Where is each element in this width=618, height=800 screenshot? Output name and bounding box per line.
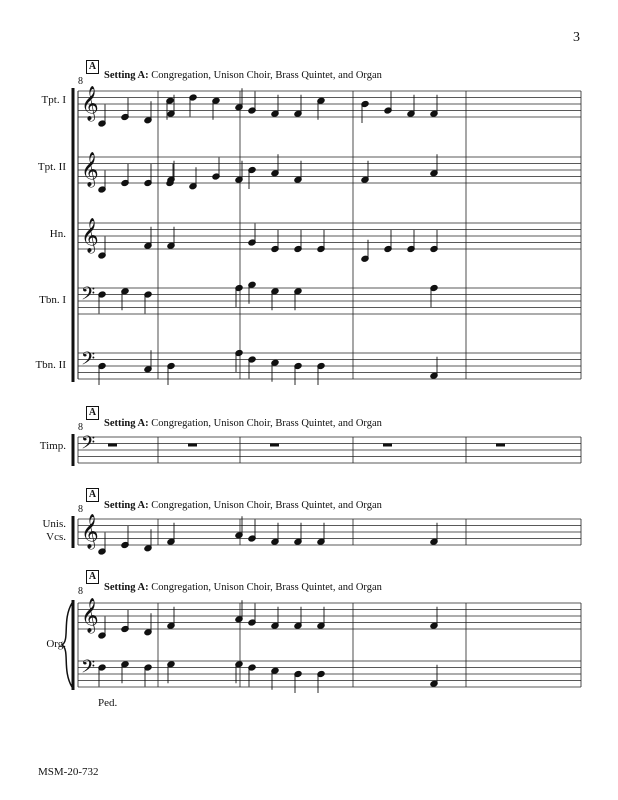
whole-rest-icon	[270, 444, 279, 447]
setting-title-bold: Setting A:	[104, 500, 149, 511]
setting-title-rest: Congregation, Unison Choir, Brass Quintet, and Organ	[148, 418, 382, 429]
label-horn: Hn.	[49, 228, 66, 240]
setting-title-bold: Setting A:	[104, 418, 149, 429]
footer-catalog-code: MSM-20-732	[38, 766, 99, 778]
treble-clef-icon: 𝄞	[81, 514, 99, 549]
rehearsal-mark-organ: A	[86, 570, 99, 584]
label-trombone-1: Tbn. I	[39, 294, 66, 306]
measure-number-organ: 8	[78, 586, 83, 597]
measure-number-timpani: 8	[78, 422, 83, 433]
rehearsal-mark-voices: A	[86, 488, 99, 502]
bass-clef-icon: 𝄢	[81, 349, 96, 374]
measure-number-voices: 8	[78, 504, 83, 515]
whole-rest-icon	[188, 444, 197, 447]
label-trombone-2: Tbn. II	[35, 359, 66, 371]
setting-title-rest: Congregation, Unison Choir, Brass Quintet, and Organ	[148, 70, 382, 81]
bass-clef-icon: 𝄢	[81, 284, 96, 309]
label-unison-line2: Vcs.	[46, 531, 66, 543]
treble-clef-icon: 𝄞	[81, 218, 99, 253]
page-number: 3	[573, 30, 580, 45]
treble-clef-icon: 𝄞	[81, 152, 99, 187]
bass-clef-icon: 𝄢	[81, 433, 96, 458]
label-timpani: Timp.	[39, 440, 66, 452]
pedal-label: Ped.	[98, 697, 118, 709]
whole-rest-icon	[108, 444, 117, 447]
measure-number-brass: 8	[78, 76, 83, 87]
setting-title-bold: Setting A:	[104, 582, 149, 593]
treble-clef-icon: 𝄞	[81, 598, 99, 633]
label-trumpet-2: Tpt. II	[37, 161, 66, 173]
organ-brace-icon	[62, 603, 72, 687]
setting-title-bold: Setting A:	[104, 70, 149, 81]
label-trumpet-1: Tpt. I	[41, 94, 66, 106]
whole-rest-icon	[496, 444, 505, 447]
treble-clef-icon: 𝄞	[81, 86, 99, 121]
setting-title-rest: Congregation, Unison Choir, Brass Quintet, and Organ	[148, 582, 382, 593]
rehearsal-mark-brass: A	[86, 60, 99, 74]
label-organ: Org.	[46, 638, 66, 650]
setting-title-rest: Congregation, Unison Choir, Brass Quintet, and Organ	[148, 500, 382, 511]
label-unison-line1: Unis.	[42, 518, 66, 530]
whole-rest-icon	[383, 444, 392, 447]
bass-clef-icon: 𝄢	[81, 657, 96, 682]
rehearsal-mark-timpani: A	[86, 406, 99, 420]
